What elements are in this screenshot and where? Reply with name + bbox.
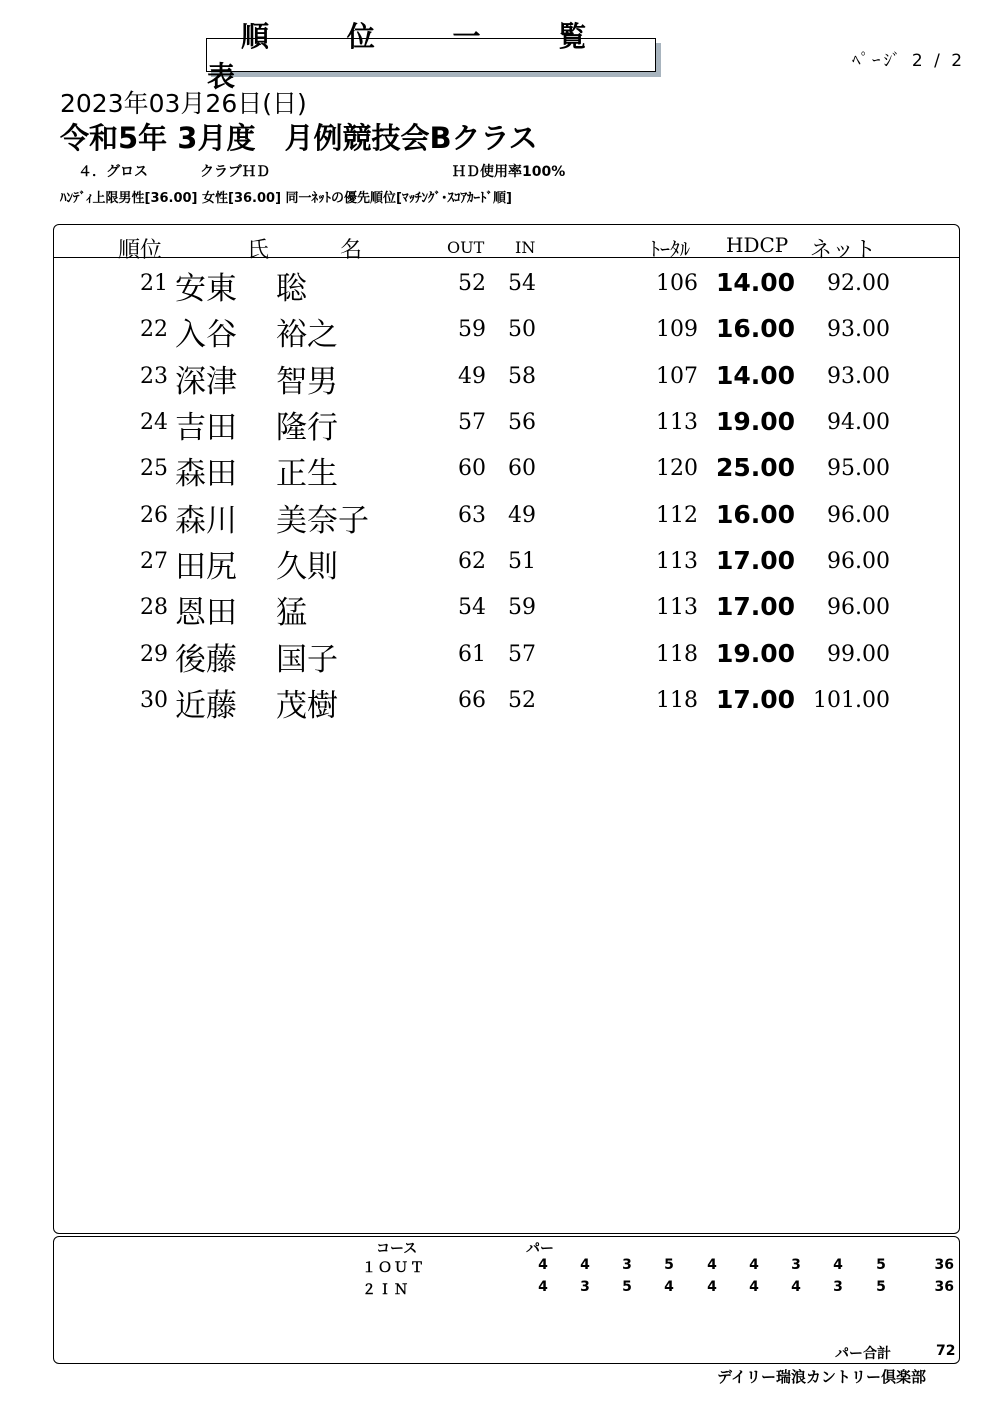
hole-par: 3: [833, 1279, 843, 1295]
hdcp-cell: 16.00: [716, 314, 796, 343]
last-name-cell: 安東: [175, 271, 237, 307]
in-score-cell: 50: [508, 317, 536, 342]
hole-par: 5: [876, 1279, 886, 1295]
last-name-cell: 深津: [175, 364, 237, 400]
page-number: ﾍﾟｰｼﾞ 2 / 2: [852, 51, 966, 71]
hole-par: 3: [622, 1257, 632, 1273]
club-name: デイリー瑞浪カントリー倶楽部: [717, 1368, 926, 1386]
total-score-cell: 107: [656, 364, 698, 389]
out-score-cell: 57: [458, 410, 486, 435]
net-score-cell: 96.00: [827, 503, 890, 528]
rank-cell: 25: [140, 456, 168, 481]
net-score-cell: 95.00: [827, 456, 890, 481]
last-name-cell: 吉田: [175, 410, 237, 446]
column-header-hdcp: HDCP: [726, 233, 789, 257]
hdcp-cell: 25.00: [716, 453, 796, 482]
column-header-name-1: 氏: [247, 238, 270, 263]
in-score-cell: 56: [508, 410, 536, 435]
net-score-cell: 93.00: [827, 317, 890, 342]
rank-cell: 30: [140, 688, 168, 713]
in-score-cell: 58: [508, 364, 536, 389]
par-total-value: 72: [936, 1343, 956, 1359]
out-score-cell: 52: [458, 271, 486, 296]
hole-par: 4: [580, 1257, 590, 1273]
table-row: [0, 540, 1000, 586]
in-score-cell: 49: [508, 503, 536, 528]
first-name-cell: 久則: [276, 549, 338, 585]
hd-rate-label: ＨＤ使用率100%: [452, 164, 566, 180]
out-score-cell: 61: [458, 642, 486, 667]
rank-cell: 29: [140, 642, 168, 667]
first-name-cell: 正生: [276, 456, 338, 492]
hole-par: 3: [791, 1257, 801, 1273]
hole-par: 5: [622, 1279, 632, 1295]
hole-par: 4: [833, 1257, 843, 1273]
table-row: [0, 401, 1000, 447]
rank-cell: 27: [140, 549, 168, 574]
course-name: ２ＩＮ: [362, 1282, 410, 1298]
last-name-cell: 森田: [175, 456, 237, 492]
course-name: １ＯＵＴ: [362, 1260, 426, 1276]
first-name-cell: 裕之: [276, 317, 338, 353]
hdcp-cell: 17.00: [716, 592, 796, 621]
first-name-cell: 隆行: [276, 410, 338, 446]
net-score-cell: 92.00: [827, 271, 890, 296]
hole-par: 4: [664, 1279, 674, 1295]
total-score-cell: 120: [656, 456, 698, 481]
page-title: 順 位 一 覧 表: [206, 38, 656, 72]
in-score-cell: 54: [508, 271, 536, 296]
rank-cell: 28: [140, 595, 168, 620]
out-score-cell: 63: [458, 503, 486, 528]
table-row: [0, 679, 1000, 725]
first-name-cell: 聡: [276, 271, 307, 307]
column-header-total: ﾄｰﾀﾙ: [650, 237, 690, 261]
hdcp-cell: 17.00: [716, 546, 796, 575]
total-score-cell: 113: [656, 549, 698, 574]
hole-par: 4: [791, 1279, 801, 1295]
in-score-cell: 57: [508, 642, 536, 667]
rank-cell: 26: [140, 503, 168, 528]
hole-par: 4: [707, 1257, 717, 1273]
total-score-cell: 109: [656, 317, 698, 342]
table-row: [0, 494, 1000, 540]
par-table: [53, 1236, 960, 1364]
in-score-cell: 51: [508, 549, 536, 574]
total-score-cell: 112: [656, 503, 698, 528]
out-score-cell: 60: [458, 456, 486, 481]
table-row: [0, 447, 1000, 493]
hole-par: 3: [580, 1279, 590, 1295]
rank-cell: 23: [140, 364, 168, 389]
par-total-label: パー合計: [835, 1346, 891, 1362]
hole-par: 4: [538, 1257, 548, 1273]
last-name-cell: 入谷: [175, 317, 237, 353]
last-name-cell: 森川: [175, 503, 237, 539]
total-score-cell: 106: [656, 271, 698, 296]
first-name-cell: 猛: [276, 595, 307, 631]
hdcp-cell: 17.00: [716, 685, 796, 714]
table-row: [0, 633, 1000, 679]
course-par-total: 36: [934, 1279, 954, 1295]
hdcp-cell: 19.00: [716, 639, 796, 668]
table-row: [0, 308, 1000, 354]
net-score-cell: 96.00: [827, 549, 890, 574]
total-score-cell: 113: [656, 595, 698, 620]
first-name-cell: 国子: [276, 642, 338, 678]
first-name-cell: 美奈子: [276, 503, 369, 539]
column-header-name-2: 名: [340, 238, 363, 263]
out-score-cell: 66: [458, 688, 486, 713]
column-header-out: OUT: [447, 238, 485, 257]
category-label: ４．グロス: [78, 164, 148, 180]
hdcp-cell: 19.00: [716, 407, 796, 436]
column-header-rank: 順位: [118, 238, 163, 263]
in-score-cell: 52: [508, 688, 536, 713]
par-header: パー: [526, 1241, 554, 1257]
out-score-cell: 54: [458, 595, 486, 620]
club-label: クラブＨＤ: [200, 164, 270, 180]
hdcp-cell: 14.00: [716, 268, 796, 297]
event-name: 令和5年 3月度 月例競技会Bクラス: [60, 121, 538, 155]
last-name-cell: 田尻: [175, 549, 237, 585]
total-score-cell: 113: [656, 410, 698, 435]
last-name-cell: 後藤: [175, 642, 237, 678]
out-score-cell: 49: [458, 364, 486, 389]
net-score-cell: 94.00: [827, 410, 890, 435]
hdcp-cell: 14.00: [716, 361, 796, 390]
in-score-cell: 59: [508, 595, 536, 620]
first-name-cell: 智男: [276, 364, 338, 400]
net-score-cell: 96.00: [827, 595, 890, 620]
column-header-net: ネット: [810, 238, 877, 263]
net-score-cell: 101.00: [813, 688, 890, 713]
last-name-cell: 近藤: [175, 688, 237, 724]
rank-cell: 22: [140, 317, 168, 342]
course-par-total: 36: [934, 1257, 954, 1273]
hole-par: 5: [876, 1257, 886, 1273]
hole-par: 5: [664, 1257, 674, 1273]
table-row: [0, 262, 1000, 308]
hole-par: 4: [749, 1257, 759, 1273]
net-score-cell: 93.00: [827, 364, 890, 389]
event-date: 2023年03月26日(日): [60, 89, 307, 118]
first-name-cell: 茂樹: [276, 688, 338, 724]
rank-cell: 21: [140, 271, 168, 296]
hole-par: 4: [538, 1279, 548, 1295]
hole-par: 4: [749, 1279, 759, 1295]
rank-cell: 24: [140, 410, 168, 435]
last-name-cell: 恩田: [175, 595, 237, 631]
in-score-cell: 60: [508, 456, 536, 481]
table-row: [0, 586, 1000, 632]
hole-par: 4: [707, 1279, 717, 1295]
course-header: コース: [376, 1241, 418, 1257]
net-score-cell: 99.00: [827, 642, 890, 667]
total-score-cell: 118: [656, 642, 698, 667]
table-row: [0, 355, 1000, 401]
column-header-in: IN: [515, 238, 536, 257]
handicap-conditions: ﾊﾝﾃﾞｨ上限男性[36.00] 女性[36.00] 同一ﾈｯﾄの優先順位[ﾏｯﾁﾝｸﾞ･ｽｺｱｶｰﾄﾞ順]: [60, 191, 512, 206]
hdcp-cell: 16.00: [716, 500, 796, 529]
total-score-cell: 118: [656, 688, 698, 713]
out-score-cell: 62: [458, 549, 486, 574]
out-score-cell: 59: [458, 317, 486, 342]
